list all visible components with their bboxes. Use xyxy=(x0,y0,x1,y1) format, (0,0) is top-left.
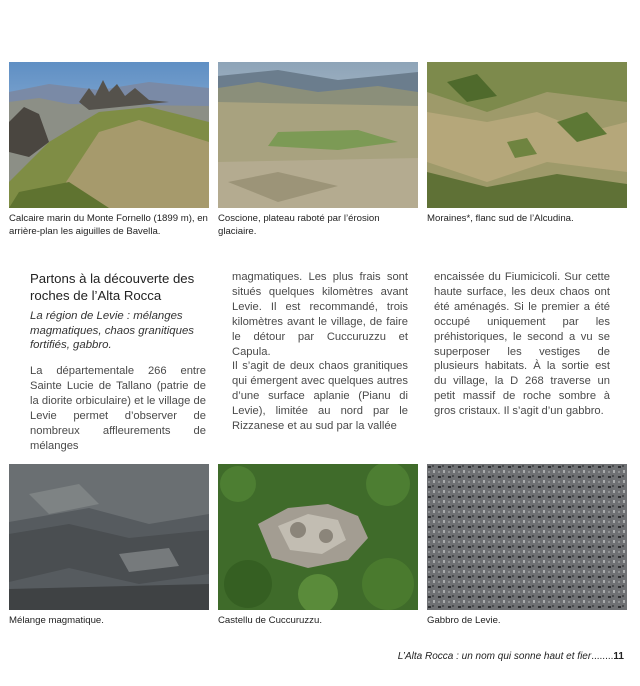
heading-text: Partons à la découverte des roches de l’Alta Rocca xyxy=(30,271,195,303)
caption-coscione: Coscione, plateau raboté par l’érosion glaciaire. xyxy=(218,213,380,237)
photo-melange-magmatique xyxy=(9,464,209,610)
column-2-paragraph-2: Il s’agit de deux chaos granitiques qui émergent avec quelques autres d’une surface aplanie (Pianu di Levie), limitée au nord par le Rizzanese et au sud par la vallée xyxy=(232,360,408,433)
photo-castellu-cuccuruzzu xyxy=(218,464,418,610)
caption-melange-magmatique: Mélange magmatique. xyxy=(9,615,104,626)
caption-gabbro: Gabbro de Levie. xyxy=(427,615,501,626)
photo-coscione xyxy=(218,62,418,208)
page-footer xyxy=(398,651,624,662)
column-3-text: encaissée du Fiumicicoli. Sur cette haute surface, les deux chaos ont été aménagés. Si le premier a été occupé uniquement par les préhistoriques, le second a vu se superposer les vestiges de plusieurs habitats. À la sortie est du village, la D 268 traverse un petit massif de roche sombre à gros cristaux. Il s’agit d’un gabbro. xyxy=(434,271,610,418)
column-2 xyxy=(232,270,408,434)
photo-monte-fornello xyxy=(9,62,209,208)
footer-dots: ........ xyxy=(591,651,614,662)
column-3 xyxy=(434,270,610,419)
article-heading xyxy=(30,270,210,353)
footer-title: L’Alta Rocca : un nom qui sonne haut et fier xyxy=(397,651,592,662)
caption-monte-fornello: Calcaire marin du Monte Fornello (1899 m), en arrière-plan les aiguilles de Bavella. xyxy=(9,213,208,237)
photo-gabbro xyxy=(427,464,627,610)
caption-moraines: Moraines*, flanc sud de l’Alcudina. xyxy=(427,213,574,224)
caption-castellu-cuccuruzzu: Castellu de Cuccuruzzu. xyxy=(218,615,322,626)
column-1-text: La départementale 266 entre Sainte Lucie de Tallano (patrie de la diorite orbiculaire) et le village de Levie permet d’observer de nombreux affleurements de mélanges xyxy=(30,365,206,452)
page-number: 11 xyxy=(613,651,624,662)
column-2-paragraph-1: magmatiques. Les plus frais sont situés quelques kilomètres avant Levie. Il est recommandé, trois kilomètres avant le village, de faire le détour par Cuccuruzzu et Capula. xyxy=(232,271,408,358)
column-1 xyxy=(30,364,206,453)
photo-moraines xyxy=(427,62,627,208)
article-subtitle: La région de Levie : mélanges magmatiques, chaos granitiques fortifiés, gabbro. xyxy=(30,310,194,352)
